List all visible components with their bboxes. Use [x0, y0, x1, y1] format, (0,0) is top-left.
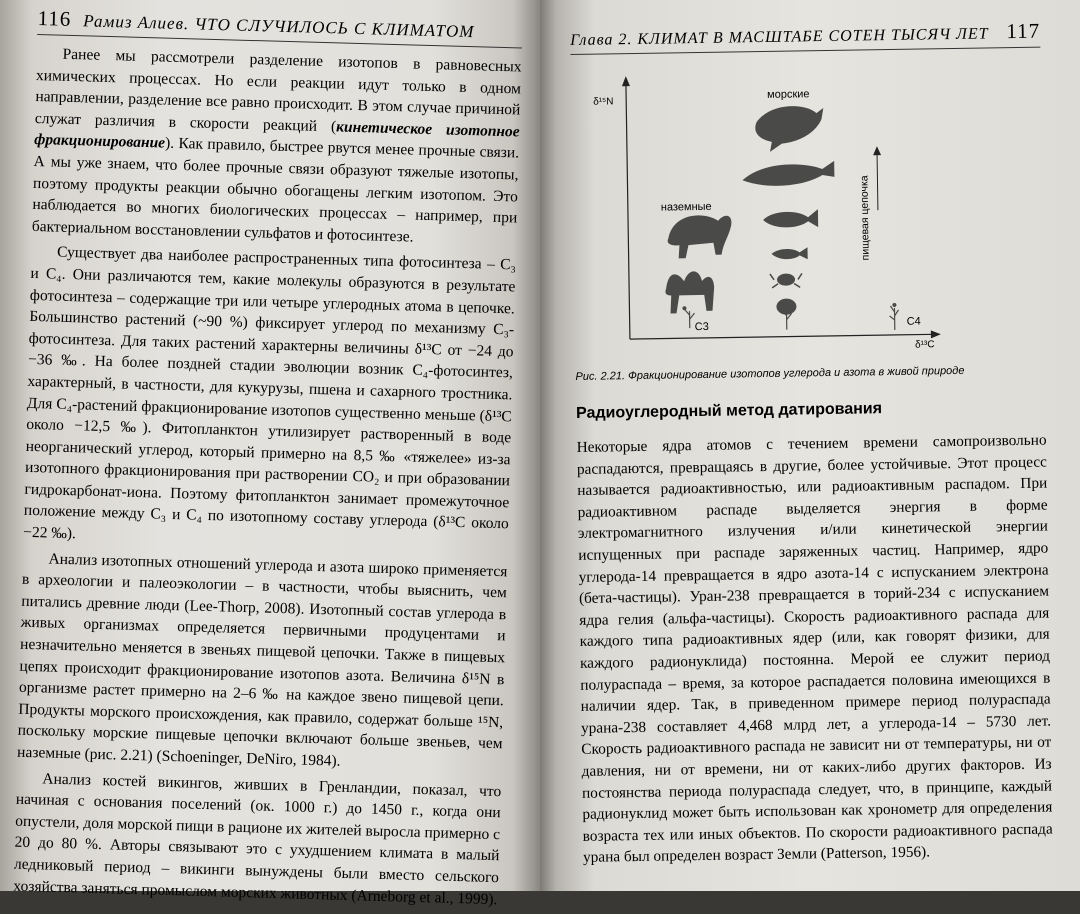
left-paragraph-1-start: Ранее мы рассмотрели разделение изотопов в равновесных химических процессах. Но если реакции идут только в одном направлении, разделение все равно происходит. В этом случае причиной служат различия в скорости реакций (: [34, 45, 522, 136]
left-running-head: Рамиз Алиев. ЧТО СЛУЧИЛОСЬ С КЛИМАТОМ: [83, 11, 475, 42]
lion-icon: [667, 215, 732, 259]
c4-label: C4: [906, 315, 921, 328]
tuna-icon: [763, 209, 818, 228]
x-axis-arrow: [931, 330, 941, 338]
marine-animals: [741, 106, 836, 316]
section-title: Радиоуглеродный метод датирования: [575, 400, 883, 422]
food-chain-arrowhead: [873, 146, 881, 155]
left-paragraph-2: Существует два наиболее распространенных типа фотосинтеза – C₃ и C₄. Они различаются тем, какие молекулы образуются в результате фотосинтеза – содержащие три или четыре углеродных атома в цепочке. Большинство растений (~90 %) фиксирует углерод по механизму C₃-фотосинтеза. Для таких растений характерны величины δ¹³C от −24 до −36 ‰. На более поздней стадии эволюции возник C₄-фотосинтез, характерный, в частности, для кукурузы, пшена и сахарного тростника. Для C₄-растений фракционирование изотопов существенно меньше (δ¹³C около −12,5 ‰). Фитопланктон утилизирует растворенный в воде неорганический углерод, который примерно на 8,5 ‰ «тяжелее» из-за изотопного фракционирования при растворении CO₂ и при образовании гидрокарбонат-иона. Поэтому фитопланктон занимает промежуточное положение между C₃ и C₄ по изотопному составу углерода (δ¹³C около −22 ‰).: [23, 243, 517, 543]
isotope-diagram: [571, 58, 1046, 365]
small-fish-icon: [772, 247, 808, 260]
y-axis-label: δ¹⁵N: [593, 96, 614, 108]
y-axis: [626, 82, 630, 339]
land-animals: [664, 215, 733, 314]
left-paragraph-3: Анализ изотопных отношений углерода и азота широко применяется в археологии и палеоэкологии – в частности, чтобы выяснить, чем питались древние люди (Lee-Thorp, 2008). Изотопный состав углерода в живых организмах определяется первичными продуцентами и незначительно меняется в звеньях пищевой цепочки. Также в пищевых цепях происходит фракционирование изотопов азота. Величина δ¹⁵N в организме растет примерно на 2–6 ‰ на каждое звено пищевой цепи. Продукты морского происхождения, как правило, содержат больше ¹⁵N, поскольку морские пищевые цепочки включают больше звеньев, чем наземные (рис. 2.21) (Schoeninger, DeNiro, 1984).: [16, 550, 508, 770]
x-axis-label: δ¹³C: [914, 339, 935, 351]
y-axis-arrow: [622, 76, 630, 86]
right-running-head: Глава 2. КЛИМАТ В МАСШТАБЕ СОТЕН ТЫСЯЧ ЛЕТ: [570, 25, 989, 49]
x-axis: [630, 334, 935, 339]
kinetic-fractionation-term: кинетическое изотопное фракционирование: [34, 118, 520, 152]
right-page-number: 117: [1006, 18, 1041, 44]
food-chain-label: пищевая цепочка: [858, 175, 872, 261]
left-paragraph-1-end: ). Как правило, быстрее рвутся менее прочные связи. А мы уже знаем, что более прочные связи образуют тяжелые изотопы, поэтому продукты реакции обычно обогащены легким изотопом. Это наблюдается во многих биологических процессах – например, при бактериальном восстановлении сульфатов и фотосинтезе.: [31, 134, 520, 246]
land-label: наземные: [660, 200, 712, 214]
c4-flower-icon: [892, 303, 896, 307]
figure-caption: Рис. 2.21. Фракционирование изотопов углерода и азота в живой природе: [575, 364, 965, 383]
whale-icon: [742, 161, 834, 187]
right-running-header: [570, 19, 1040, 55]
camel-icon: [665, 271, 714, 314]
c3-plant-1-icon: [684, 309, 694, 328]
right-page-content: [570, 19, 1053, 869]
left-paragraph-4: Анализ костей викингов, живших в Гренландии, показал, что начиная с основания поселений (ок. 1000 г.) до 1450 г., когда они опустели, доля морской пищи в рационе их жителей выросла примерно с 20 до 80 %. Авторы связывают это с ухудшением климата в малый ледниковый период – викинги вынуждены были вместо сельского хозяйства заняться промыслом морских животных (Arneborg et al., 1999).: [13, 770, 502, 908]
isotope-figure: [571, 58, 1046, 365]
left-paragraph-1: [32, 43, 522, 251]
left-page-number: 116: [37, 6, 72, 31]
right-paragraph: Некоторые ядра атомов с течением времени самопроизвольно распадаются, превращаясь в другие, более устойчивые. Этот процесс называется радиоактивностью, или радиоактивным распадом. При радиоактивном распаде выделяется энергия в форме электромагнитного излучения и/или кинетической энергии испущенных при распаде заряженных частиц. Например, ядро углерода-14 превращается в ядро азота-14 с испусканием электрона (бета-частицы). Уран-238 превращается в торий-234 с испусканием ядра гелия (альфа-частицы). Скорость радиоактивного распада для каждого типа радиоактивных ядер (или, как говорят физики, для каждого радионуклида) постоянна. Мерой ее служит период полураспада – время, за которое распадается половина имеющихся в наличии ядер. Так, в приведенном примере период полураспада урана-238 составляет 4,468 млрд лет, а углерода-14 – 5730 лет. Скорость радиоактивного распада не зависит ни от температуры, ни от давления, ни от времени, ни от каких-либо других факторов. Из постоянства периода полураспада следует, что, в принципе, каждый радионуклид может быть использован как хронометр для определения возраста тех или иных объектов. По скорости радиоактивного распада урана был определен возраст Земли (Patterson, 1956).: [576, 431, 1053, 867]
seal-icon: [755, 106, 824, 152]
food-chain-arrow: [877, 152, 878, 210]
c4-plant-icon: [889, 306, 898, 330]
marine-label: морские: [767, 88, 810, 101]
left-page-content: [13, 6, 523, 914]
c3-label: C3: [694, 320, 709, 334]
c3-flower-1-icon: [682, 306, 686, 310]
crab-icon: [777, 273, 795, 285]
